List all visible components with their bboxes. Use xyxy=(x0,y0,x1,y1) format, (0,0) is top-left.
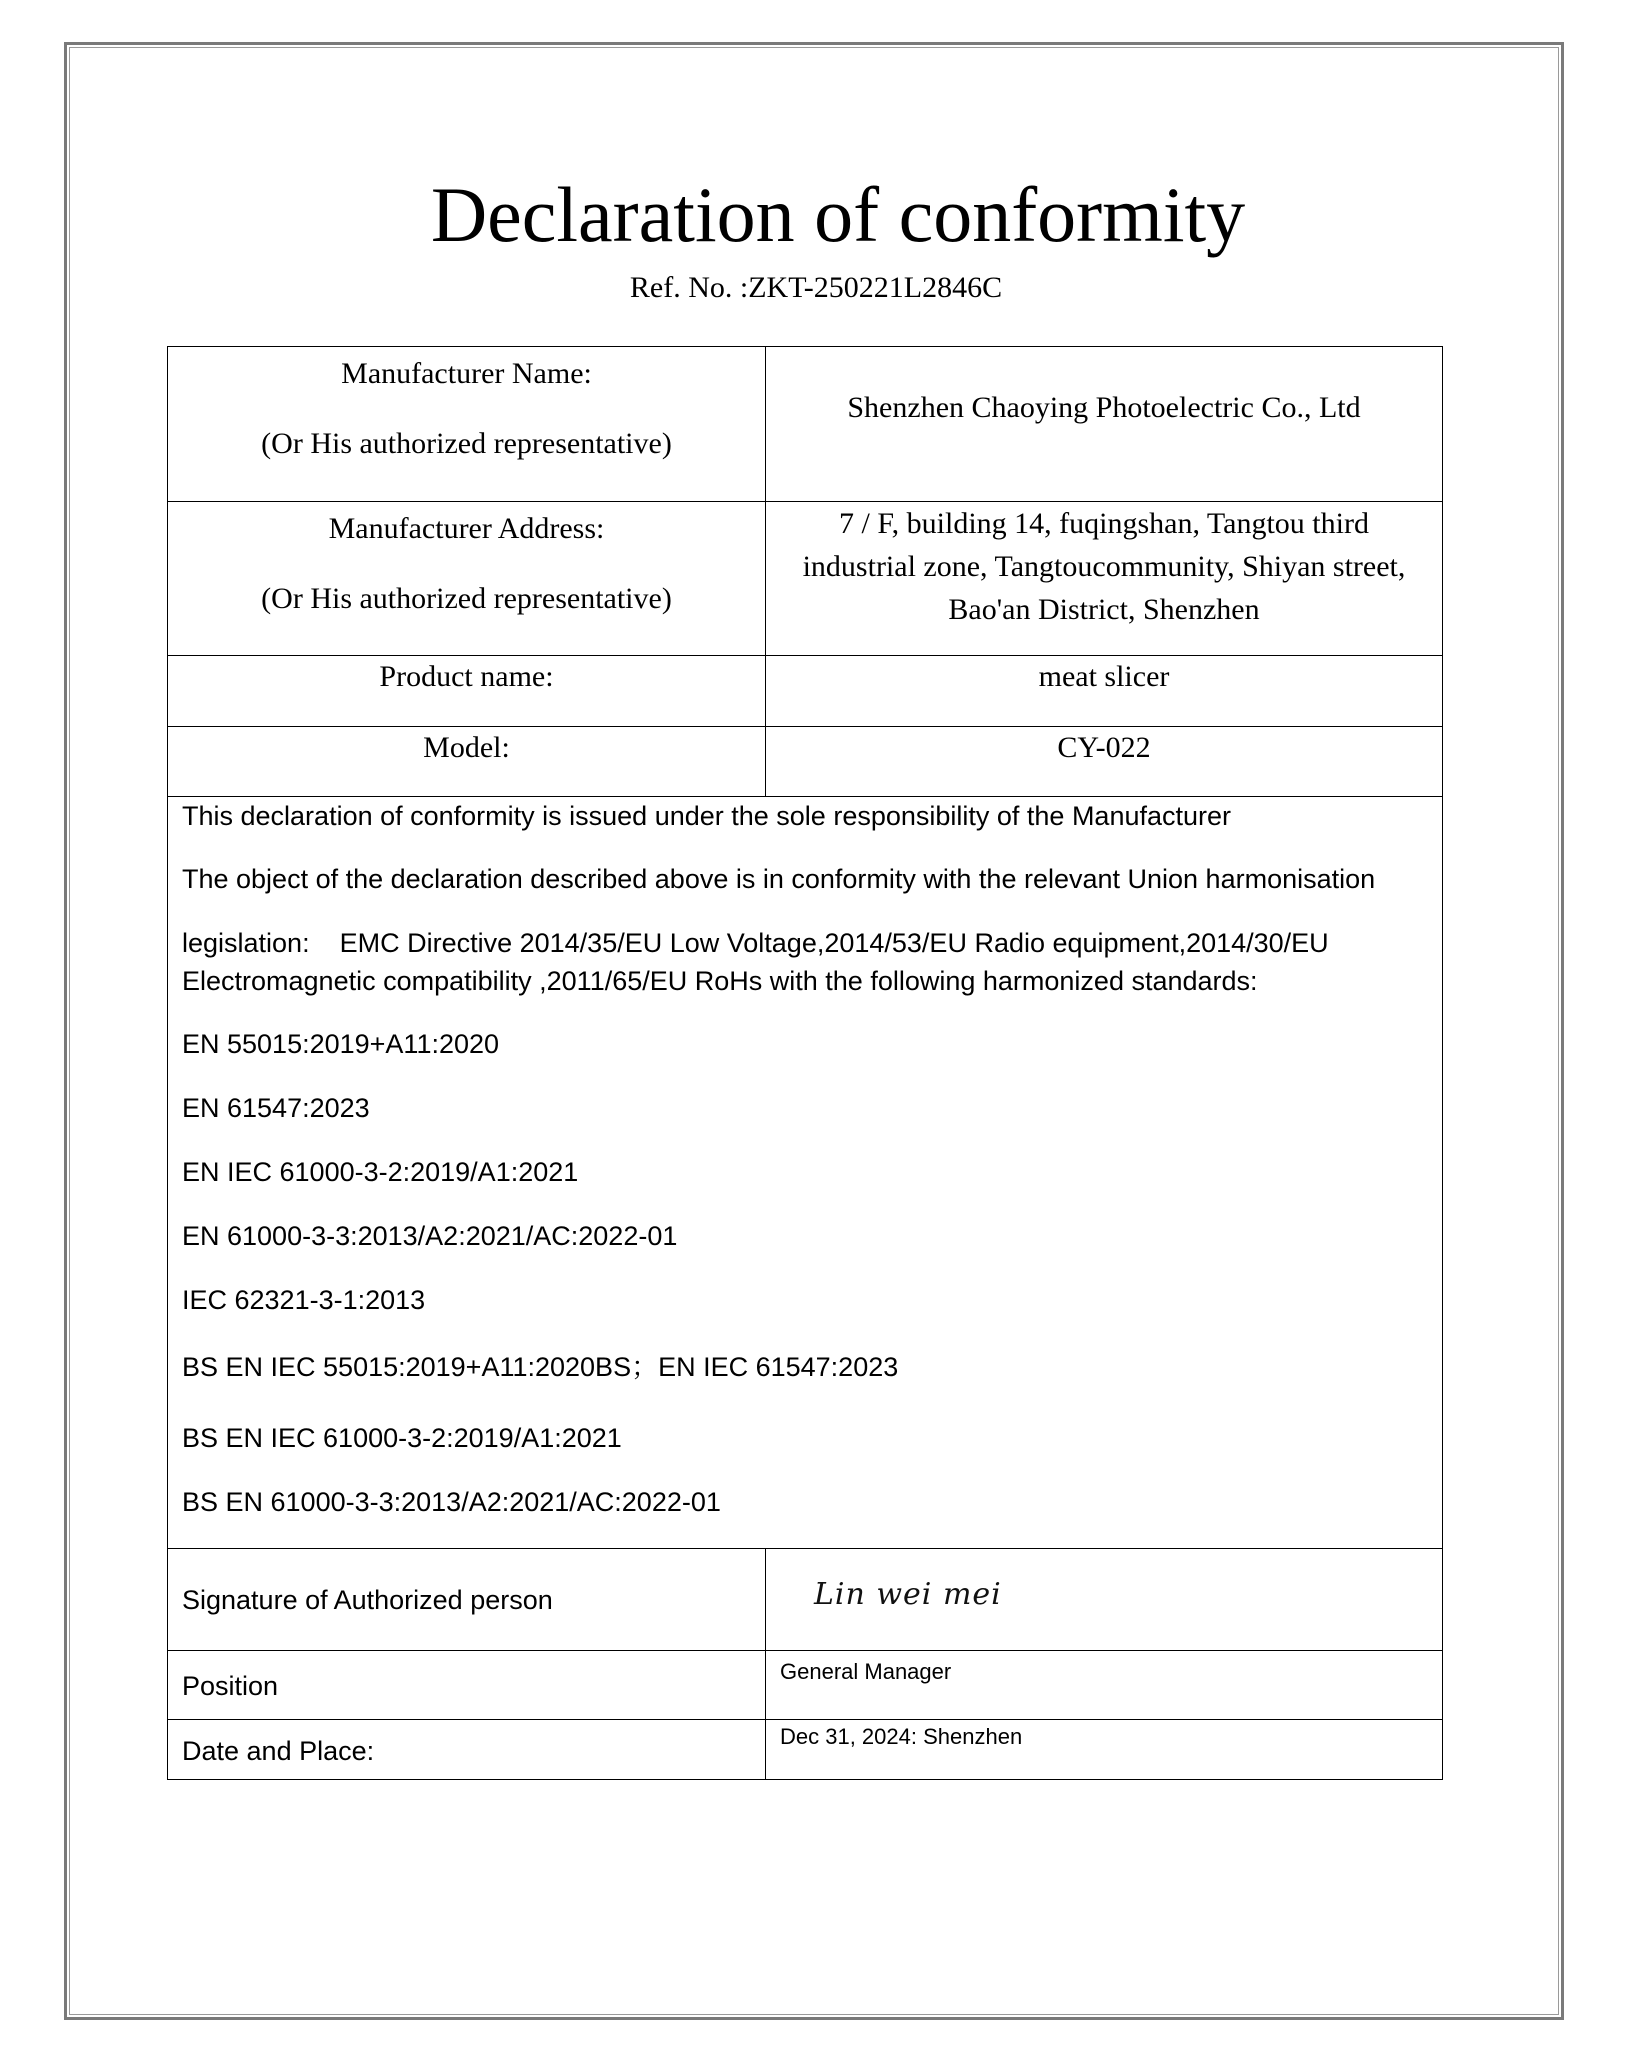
date-place-row xyxy=(168,1720,1442,1779)
reference-number: Ref. No. :ZKT-250221L2846C xyxy=(629,271,1003,304)
manufacturer-name-sublabel: (Or His authorized representative) xyxy=(261,427,672,460)
standard-item: EN 55015:2019+A11:2020 xyxy=(182,1029,500,1059)
standard-item: EN IEC 61000-3-2:2019/A1:2021 xyxy=(182,1157,579,1187)
document-title: Declaration of conformity xyxy=(430,171,1246,258)
signature-row xyxy=(168,1549,1442,1651)
address-line: 7 / F, building 14, fuqingshan, Tangtou third xyxy=(839,507,1369,540)
signature-label: Signature of Authorized person xyxy=(182,1585,553,1615)
position-value: General Manager xyxy=(780,1659,952,1684)
product-name-row xyxy=(168,656,1442,727)
manufacturer-name-label-cell xyxy=(168,347,766,501)
product-name-label: Product name: xyxy=(379,660,554,693)
date-place-value: Dec 31, 2024: Shenzhen xyxy=(780,1724,1023,1749)
address-line: Bao'an District, Shenzhen xyxy=(948,593,1260,626)
declaration-body-row xyxy=(168,797,1442,1549)
declaration-statement: This declaration of conformity is issued under the sole responsibility of the Manufacturer xyxy=(182,801,1232,831)
signature-value-cell xyxy=(766,1549,1442,1650)
standard-item: BS EN IEC 55015:2019+A11:2020BS；EN IEC 61547:2023 xyxy=(182,1352,899,1382)
manufacturer-address-label-cell xyxy=(168,502,766,655)
manufacturer-address-row xyxy=(168,502,1442,656)
standard-item: IEC 62321-3-1:2013 xyxy=(182,1285,426,1315)
manufacturer-name-label: Manufacturer Name: xyxy=(341,357,592,390)
position-value-cell xyxy=(766,1651,1442,1719)
declaration-table xyxy=(167,346,1443,1780)
manufacturer-name-value-cell xyxy=(766,347,1442,501)
manufacturer-address-sublabel: (Or His authorized representative) xyxy=(261,582,672,615)
position-label: Position xyxy=(182,1671,279,1701)
product-name-value-cell xyxy=(766,656,1442,726)
date-place-value-cell xyxy=(766,1720,1442,1779)
address-line: industrial zone, Tangtoucommunity, Shiyan street, xyxy=(802,550,1406,583)
date-place-label-cell xyxy=(168,1720,766,1779)
signature-label-cell xyxy=(168,1549,766,1650)
manufacturer-name-value: Shenzhen Chaoying Photoelectric Co., Ltd xyxy=(847,391,1361,424)
manufacturer-address-label: Manufacturer Address: xyxy=(328,512,605,545)
model-row xyxy=(168,727,1442,797)
standard-item: BS EN IEC 61000-3-2:2019/A1:2021 xyxy=(182,1423,622,1453)
position-label-cell xyxy=(168,1651,766,1719)
declaration-body xyxy=(168,797,1442,1548)
product-name-label-cell xyxy=(168,656,766,726)
model-value-cell xyxy=(766,727,1442,796)
model-label-cell xyxy=(168,727,766,796)
model-label: Model: xyxy=(423,731,510,764)
manufacturer-name-row xyxy=(168,347,1442,502)
handwritten-signature: Lin wei mei xyxy=(814,1577,1002,1612)
legislation-line: legislation: EMC Directive 2014/35/EU Low Voltage,2014/53/EU Radio equipment,2014/30/EU xyxy=(182,928,1329,958)
model-value: CY-022 xyxy=(1057,731,1151,764)
manufacturer-address-value xyxy=(766,502,1442,631)
manufacturer-address-value-cell xyxy=(766,502,1442,655)
standard-item: EN 61000-3-3:2013/A2:2021/AC:2022-01 xyxy=(182,1221,678,1251)
standard-item: BS EN 61000-3-3:2013/A2:2021/AC:2022-01 xyxy=(182,1487,721,1517)
standard-item: EN 61547:2023 xyxy=(182,1093,370,1123)
date-place-label: Date and Place: xyxy=(182,1736,375,1766)
product-name-value: meat slicer xyxy=(1038,660,1170,693)
conformity-statement: The object of the declaration described above is in conformity with the relevant Union harmonisation xyxy=(182,864,1376,894)
legislation-line-continued: Electromagnetic compatibility ,2011/65/EU RoHs with the following harmonized standards: xyxy=(182,966,1258,996)
position-row xyxy=(168,1651,1442,1720)
